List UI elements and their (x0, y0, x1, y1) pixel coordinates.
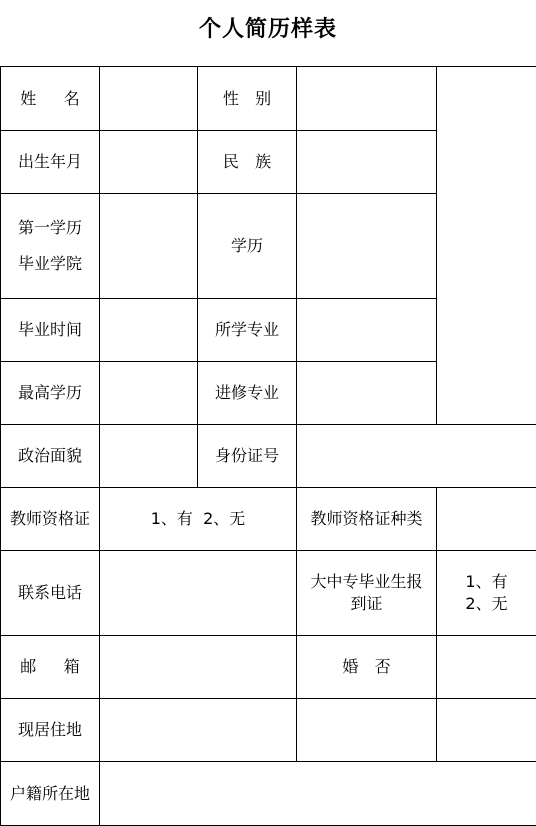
label-grad-school: 毕业学院 (17, 254, 82, 273)
row-highest-degree (1, 362, 536, 425)
input-gender[interactable] (297, 67, 437, 131)
label-current-address: 现居住地 (1, 699, 100, 762)
input-current-address-a[interactable] (100, 699, 297, 762)
row-current-address (1, 699, 536, 762)
input-major[interactable] (297, 299, 437, 362)
label-gender: 性 别 (198, 67, 297, 131)
label-teacher-cert-type: 教师资格证种类 (297, 488, 437, 551)
input-grad-time[interactable] (100, 299, 198, 362)
row-email (1, 636, 536, 699)
label-first-degree: 第一学历 (17, 218, 82, 238)
row-household-address (1, 762, 536, 826)
row-name (1, 67, 536, 131)
input-first-degree[interactable] (100, 194, 198, 299)
label-birth: 出生年月 (1, 131, 100, 194)
row-political-status (1, 425, 536, 488)
row-teacher-cert (1, 488, 536, 551)
label-grad-time: 毕业时间 (1, 299, 100, 362)
input-name[interactable] (100, 67, 198, 131)
label-teacher-cert: 教师资格证 (1, 488, 100, 551)
input-further-study-major[interactable] (297, 362, 536, 425)
input-household-address[interactable] (100, 762, 536, 826)
label-phone: 联系电话 (1, 551, 100, 636)
label-vocational-cert: 大中专毕业生报到证 (297, 551, 437, 636)
input-email[interactable] (100, 636, 297, 699)
input-current-address-c[interactable] (437, 699, 536, 762)
label-highest-degree: 最高学历 (1, 362, 100, 425)
label-first-degree-school (1, 194, 100, 299)
label-political-status: 政治面貌 (1, 425, 100, 488)
label-major: 所学专业 (198, 299, 297, 362)
label-education: 学历 (198, 194, 297, 299)
input-ethnicity[interactable] (297, 131, 437, 194)
label-marital: 婚 否 (297, 636, 437, 699)
label-id-number: 身份证号 (198, 425, 297, 488)
input-highest-degree[interactable] (100, 362, 198, 425)
option-teacher-cert[interactable]: 1、有 2、无 (100, 488, 297, 551)
label-ethnicity: 民 族 (198, 131, 297, 194)
input-political-status[interactable] (100, 425, 198, 488)
input-education[interactable] (297, 194, 437, 299)
label-household-address: 户籍所在地 (1, 762, 100, 826)
label-further-study-major: 进修专业 (198, 362, 297, 425)
input-id-number[interactable] (297, 425, 536, 488)
label-name: 姓 名 (1, 67, 100, 131)
input-current-address-b[interactable] (297, 699, 437, 762)
input-teacher-cert-type[interactable] (437, 488, 536, 551)
page-title: 个人简历样表 (198, 16, 337, 42)
label-email: 邮 箱 (1, 636, 100, 699)
row-phone (1, 551, 536, 636)
input-birth[interactable] (100, 131, 198, 194)
option-vocational-cert[interactable]: 1、有 2、无 (437, 551, 536, 636)
resume-form-table (0, 66, 536, 826)
input-phone[interactable] (100, 551, 297, 636)
input-marital[interactable] (437, 636, 536, 699)
